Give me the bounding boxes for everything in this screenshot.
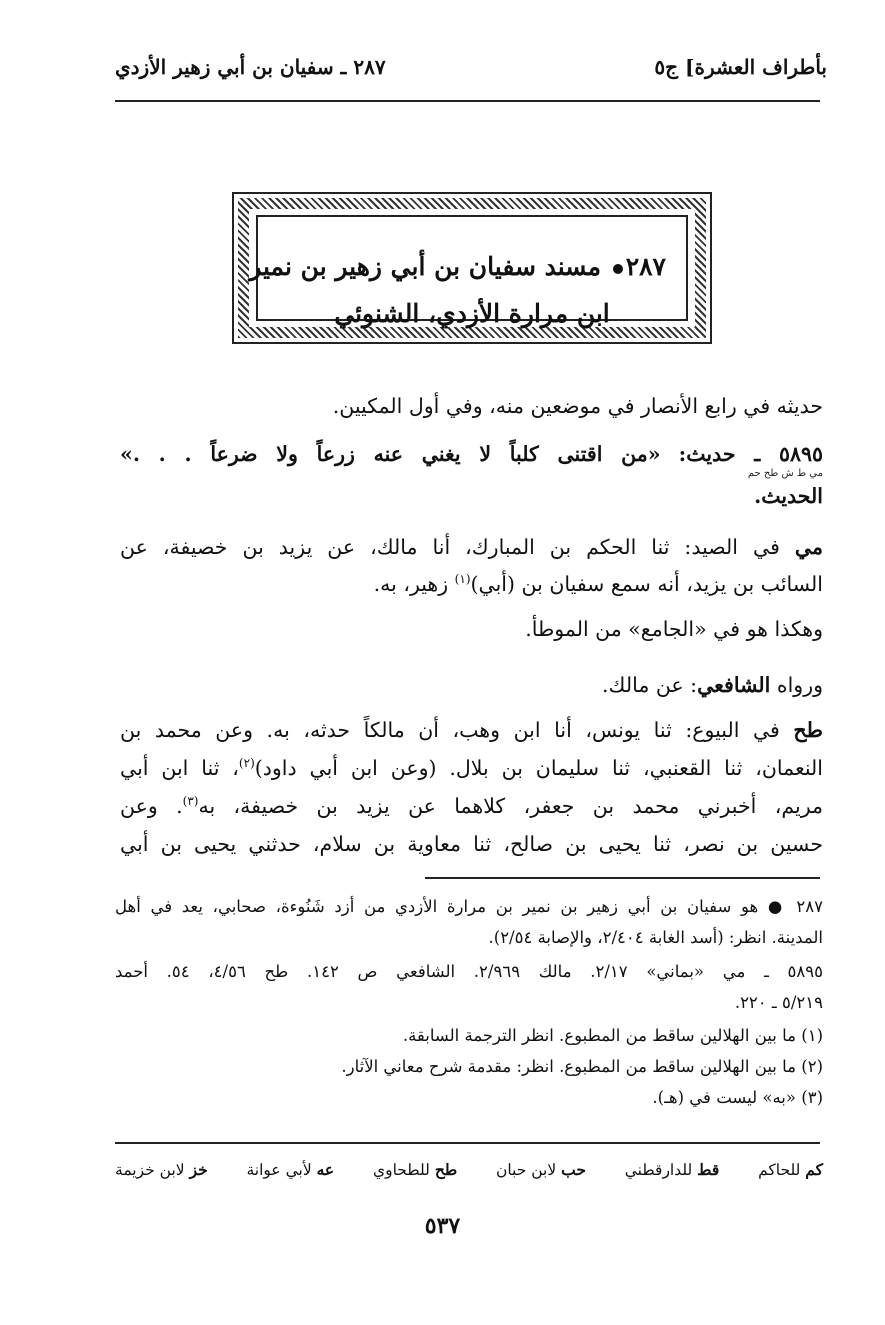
hadith-number: ٥٨٩٥ ـ حديث: [678,442,823,466]
title-box [249,215,688,328]
abbreviation-item: قط للدارقطني [624,1160,720,1179]
source-siglum: مي [794,535,823,559]
entry-number: ٢٨٧ [625,252,666,281]
footnote-sources-line-2: ٥/٢١٩ ـ ٢٢٠. [734,993,823,1012]
footnote-sources-line-1: ٥٨٩٥ ـ مي «بماني» ٢/١٧. مالك ٢/٩٦٩. الشافعي ص ١٤٢. طح ٤/٥٦، ٥٤. أحمد [115,962,823,981]
hadith-line [120,442,823,467]
footnote-ref: (٣) [182,794,199,809]
hadith-end: الحديث. [754,484,823,508]
paragraph-4-line-3: مريم، أخبرني محمد بن جعفر، كلاهما عن يزيد بن خصيفة، به$^{(٣)}$. وعن [120,794,823,818]
title-frame [232,192,712,344]
paragraph-3: ورواه الشافعي: عن مالك. [602,673,823,697]
running-header-left: ٢٨٧ ـ سفيان بن أبي زهير الأزدي [115,55,386,79]
paragraph-4-line-1: طح في البيوع: ثنا يونس، أنا ابن وهب، أن مالكاً حدثه، به. وعن محمد بن [120,718,823,742]
running-header-right: بأطراف العشرة] ج٥ [654,55,827,79]
source-siglum: طح [793,718,823,742]
abbreviation-item: عه لأبي عوانة [246,1160,335,1179]
footnote-bio-line-2: المدينة. انظر: (أسد الغابة ٢/٤٠٤، والإصابة ٢/٥٤). [488,928,823,947]
title-line-2: ابن مرارة الأزدي، الشنوئي [334,299,610,328]
footnote-ref: (٢) [238,756,255,771]
paragraph-4-line-2: النعمان، ثنا القعنبي، ثنا سليمان بن بلال. (وعن ابن أبي داود)$^{(٢)}$، ثنا ابن أبي [120,756,823,780]
footnote-rule [425,877,820,879]
intro-line: حديثه في رابع الأنصار في موضعين منه، وفي أول المكيين. [332,394,823,418]
paragraph-4-line-4: حسين بن نصر، ثنا يحيى بن صالح، ثنا معاوية بن سلام، حدثني يحيى بن أبي [120,832,823,856]
footnote-3: (٣) «به» ليست في (هـ). [652,1088,823,1107]
title-line-1 [249,252,666,281]
sources-note: مي ط ش طح حم [747,468,823,479]
footnote-2: (٢) ما بين الهلالين ساقط من المطبوع. انظر: مقدمة شرح معاني الآثار. [341,1057,823,1076]
paragraph-1-line-1: مي في الصيد: ثنا الحكم بن المبارك، أنا مالك، عن يزيد بن خصيفة، عن [120,535,823,559]
abbreviation-item: حب لابن حبان [495,1160,586,1179]
footnote-ref: (١) [454,572,471,587]
header-rule [115,100,820,102]
footnote-bio-line-1: ٢٨٧ ● هو سفيان بن أبي زهير بن نمير بن مرارة الأزدي من أزد شَنُوءة، صحابي، يعد في أهل [115,897,823,916]
paragraph-2: وهكذا هو في «الجامع» من الموطأ. [525,617,823,641]
title-text: مسند سفيان بن أبي زهير بن نمير [249,252,601,281]
abbreviation-item: طح للطحاوي [372,1160,458,1179]
abbreviation-item: كم للحاكم [758,1160,823,1179]
paragraph-1-line-2: السائب بن يزيد، أنه سمع سفيان بن (أبي)$^{(١)}$ زهير، به. [373,572,823,596]
bullet-icon [613,264,623,274]
hadith-text: «من اقتنى كلباً لا يغني عنه زرعاً ولا ضرعاً . . .» [120,442,661,466]
footnote-1: (١) ما بين الهلالين ساقط من المطبوع. انظر الترجمة السابقة. [402,1026,823,1045]
abbreviation-rule [115,1142,820,1144]
abbreviation-key [115,1160,823,1179]
abbreviation-item: خز لابن خزيمة [115,1160,208,1179]
page-number: ٥٣٧ [424,1213,461,1239]
